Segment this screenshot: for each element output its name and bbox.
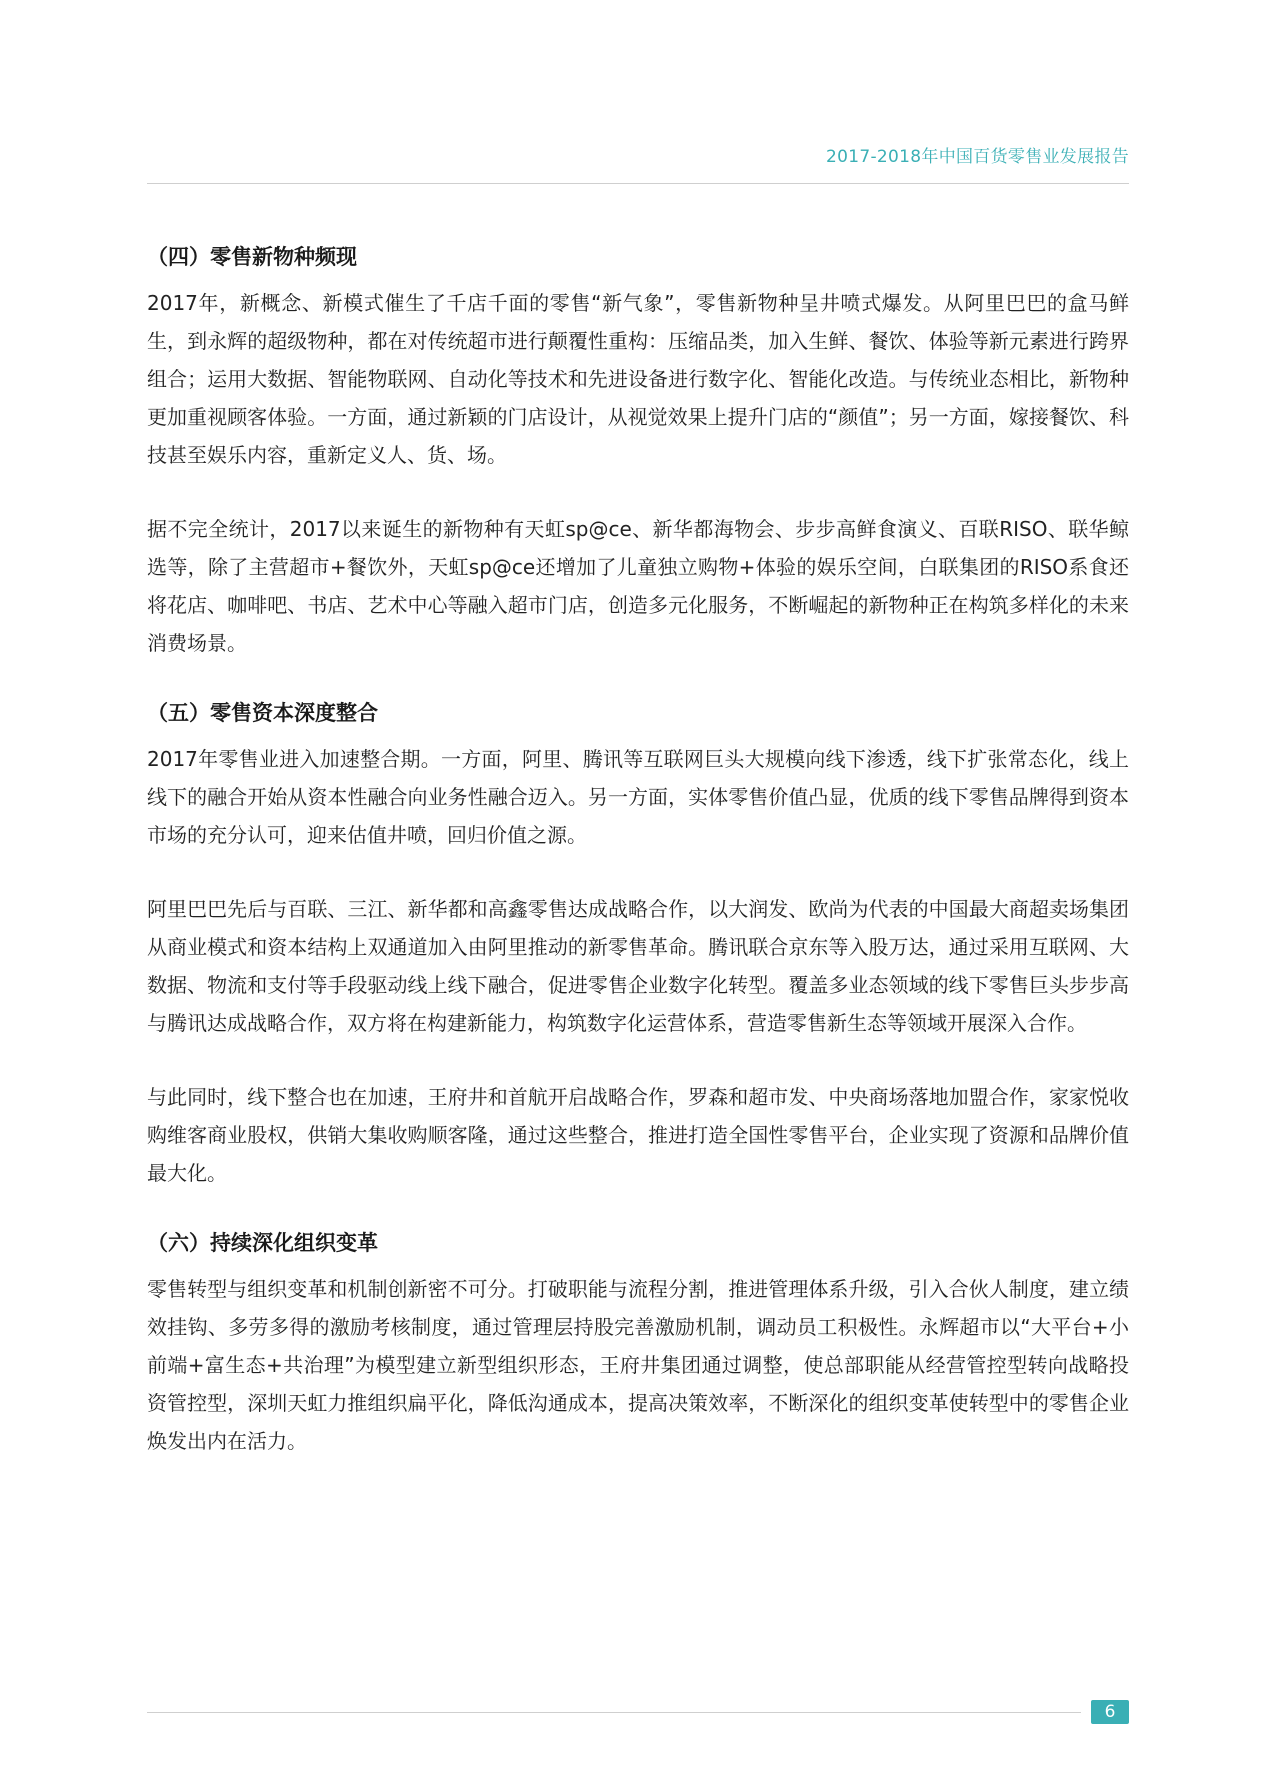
section-heading: （四）零售新物种频现 [147,245,357,269]
paragraph: 阿里巴巴先后与百联、三江、新华都和高鑫零售达成战略合作，以大润发、欧尚为代表的中国最大商超卖场集团从商业模式和资本结构上双通道加入由阿里推动的新零售革命。腾讯联合京东等入股万达，通过采用互联网、大数据、物流和支付等手段驱动线上线下融合，促进零售企业数字化转型。覆盖多业态领域的线下零售巨头步步高与腾讯达成战略合作，双方将在构建新能力，构筑数字化运营体系，营造零售新生态等领域开展深入合作。 [147,897,1129,1035]
header-divider [147,183,1129,184]
paragraph: 2017年零售业进入加速整合期。一方面，阿里、腾讯等互联网巨头大规模向线下渗透，线下扩张常态化，线上线下的融合开始从资本性融合向业务性融合迈入。另一方面，实体零售价值凸显，优质的线下零售品牌得到资本市场的充分认可，迎来估值井喷，回归价值之源。 [147,747,1129,847]
report-header-title: 2017-2018年中国百货零售业发展报告 [826,147,1129,167]
section-heading: （五）零售资本深度整合 [147,701,378,725]
paragraph: 2017年，新概念、新模式催生了千店千面的零售“新气象”，零售新物种呈井喷式爆发。从阿里巴巴的盒马鲜生，到永辉的超级物种，都在对传统超市进行颠覆性重构：压缩品类，加入生鲜、餐饮、体验等新元素进行跨界组合；运用大数据、智能物联网、自动化等技术和先进设备进行数字化、智能化改造。与传统业态相比，新物种更加重视顾客体验。一方面，通过新颖的门店设计，从视觉效果上提升门店的“颜值”；另一方面，嫁接餐饮、科技甚至娱乐内容，重新定义人、货、场。 [147,291,1129,467]
footer-divider [147,1712,1081,1713]
page-number-badge: 6 [1091,1700,1129,1724]
section-heading: （六）持续深化组织变革 [147,1231,378,1255]
page-content [147,238,1129,1460]
paragraph: 据不完全统计，2017以来诞生的新物种有天虹sp@ce、新华都海物会、步步高鲜食演义、百联RISO、联华鲸选等，除了主营超市+餐饮外，天虹sp@ce还增加了儿童独立购物+体验的娱乐空间，白联集团的RISO系食还将花店、咖啡吧、书店、艺术中心等融入超市门店，创造多元化服务，不断崛起的新物种正在构筑多样化的未来消费场景。 [147,517,1129,655]
section-6 [147,1224,1129,1460]
section-5 [147,694,1129,1192]
section-4 [147,238,1129,662]
paragraph: 零售转型与组织变革和机制创新密不可分。打破职能与流程分割，推进管理体系升级，引入合伙人制度，建立绩效挂钩、多劳多得的激励考核制度，通过管理层持股完善激励机制，调动员工积极性。永辉超市以“大平台+小前端+富生态+共治理”为模型建立新型组织形态，王府井集团通过调整，使总部职能从经营管控型转向战略投资管控型，深圳天虹力推组织扁平化，降低沟通成本，提高决策效率，不断深化的组织变革使转型中的零售企业焕发出内在活力。 [147,1277,1129,1453]
paragraph: 与此同时，线下整合也在加速，王府井和首航开启战略合作，罗森和超市发、中央商场落地加盟合作，家家悦收购维客商业股权，供销大集收购顺客隆，通过这些整合，推进打造全国性零售平台，企业实现了资源和品牌价值最大化。 [147,1085,1129,1185]
